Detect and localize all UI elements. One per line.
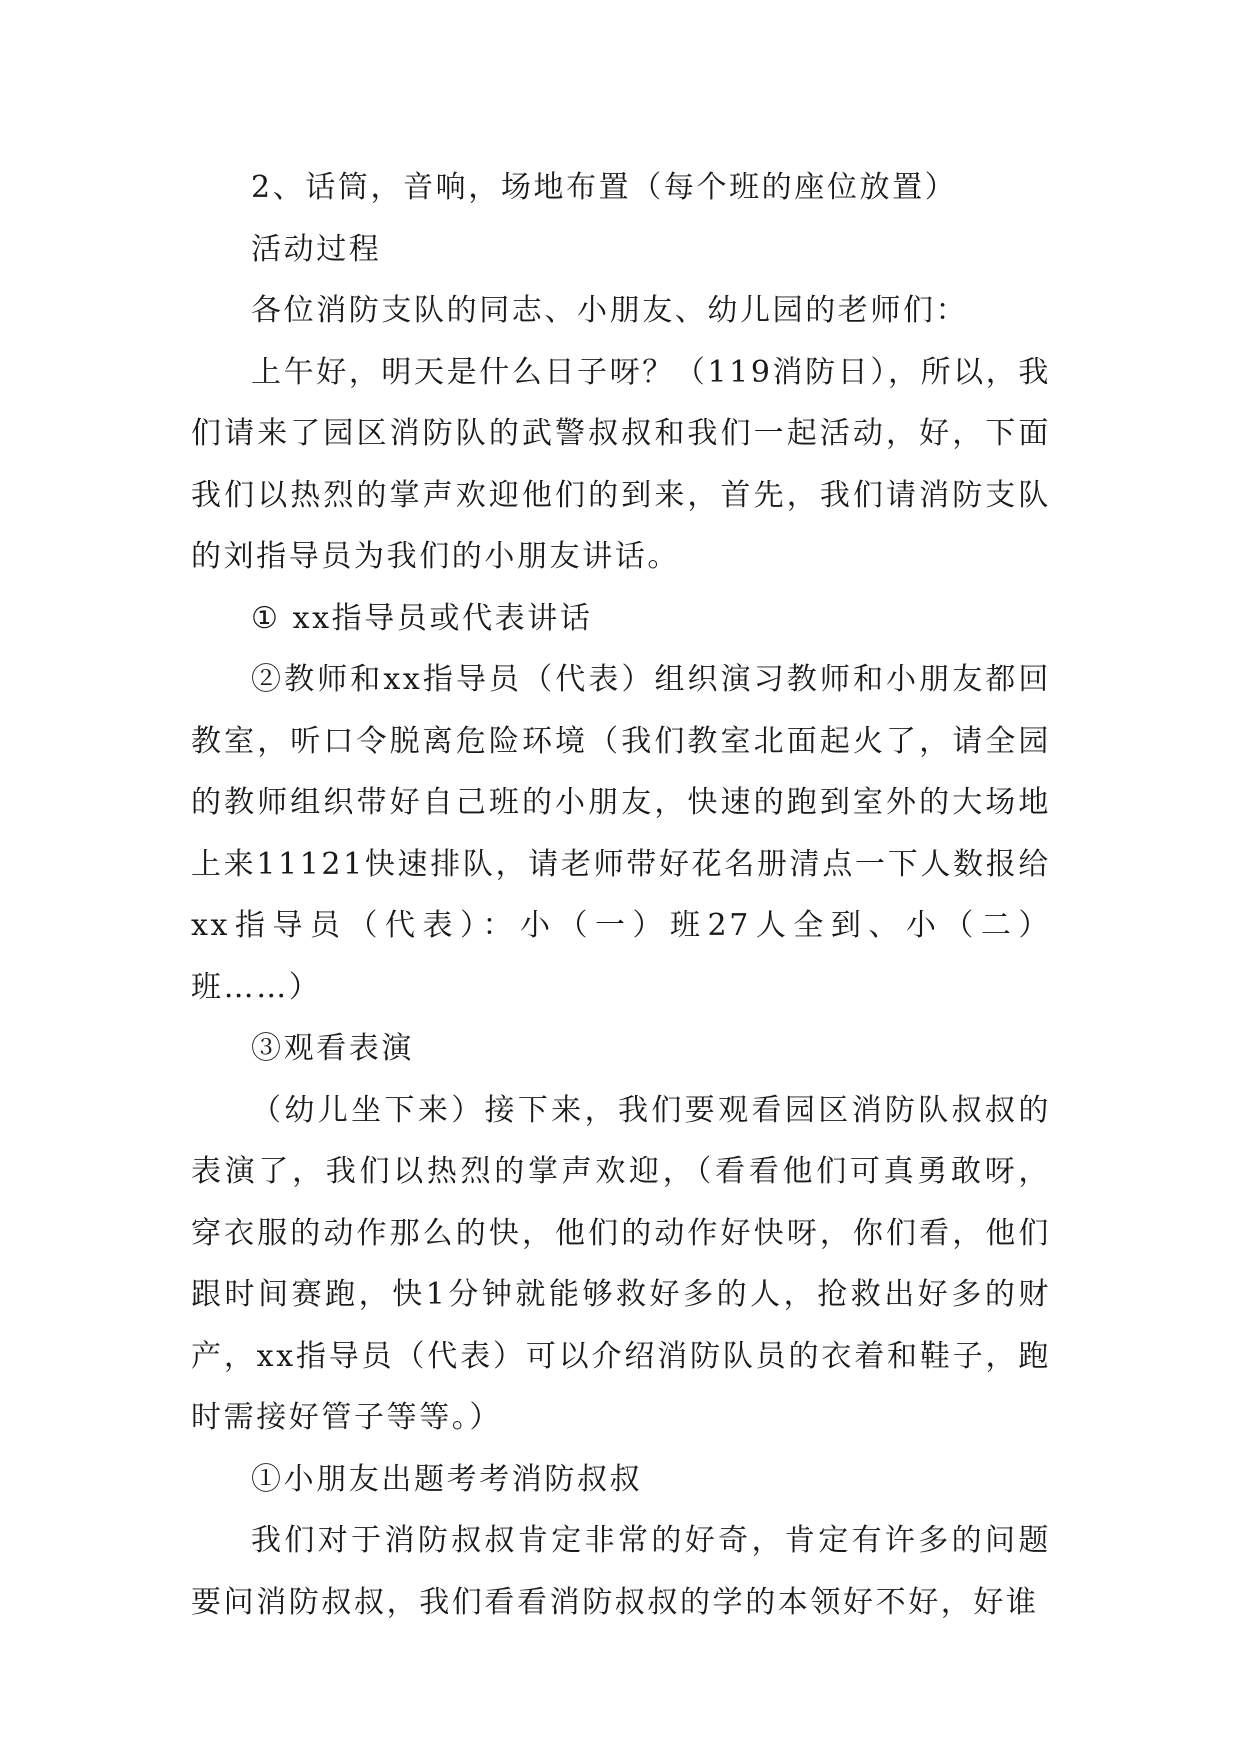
paragraph-salutation: 各位消防支队的同志、小朋友、幼儿园的老师们： [251, 293, 969, 328]
paragraph-opening-speech: 上午好，明天是什么日子呀？（119消防日），所以，我们请来了园区消防队的武警叔叔和我们一起活动，好，下面我们以热烈的掌声欢迎他们的到来，首先，我们请消防支队的刘指导员为我们的小朋友讲话。 [191, 354, 1051, 574]
list-item-speech: ① xx指导员或代表讲话 [251, 600, 593, 636]
paragraph-preparation-item: 2、话筒，音响，场地布置（每个班的座位放置） [251, 170, 958, 205]
list-item-quiz: ①小朋友出题考考消防叔叔 [251, 1461, 643, 1497]
list-item-drill: ②教师和xx指导员（代表）组织演习教师和小朋友都回教室，听口令脱离危险环境（我们教室北面起火了，请全园的教师组织带好自己班的小朋友，快速的跑到室外的大场地上来11121快速排队，请老师带好花名册清点一下人数报给xx指导员（代表）：小（一）班27人全到、小（二）班……） [191, 662, 1051, 1005]
paragraph-quiz: 我们对于消防叔叔肯定非常的好奇，肯定有许多的问题要问消防叔叔，我们看看消防叔叔的学的本领好不好，好谁 [191, 1523, 1051, 1620]
paragraph-performance: （幼儿坐下来）接下来，我们要观看园区消防队叔叔的表演了，我们以热烈的掌声欢迎，（看看他们可真勇敢呀，穿衣服的动作那么的快，他们的动作好快呀，你们看，他们跟时间赛跑，快1分钟就能够救好多的人，抢救出好多的财产，xx指导员（代表）可以介绍消防队员的衣着和鞋子，跑时需接好管子等等。） [191, 1092, 1051, 1435]
list-item-watch-performance: ③观看表演 [251, 1031, 414, 1066]
section-heading-activity-process: 活动过程 [251, 231, 382, 267]
document-body [191, 157, 1051, 1633]
